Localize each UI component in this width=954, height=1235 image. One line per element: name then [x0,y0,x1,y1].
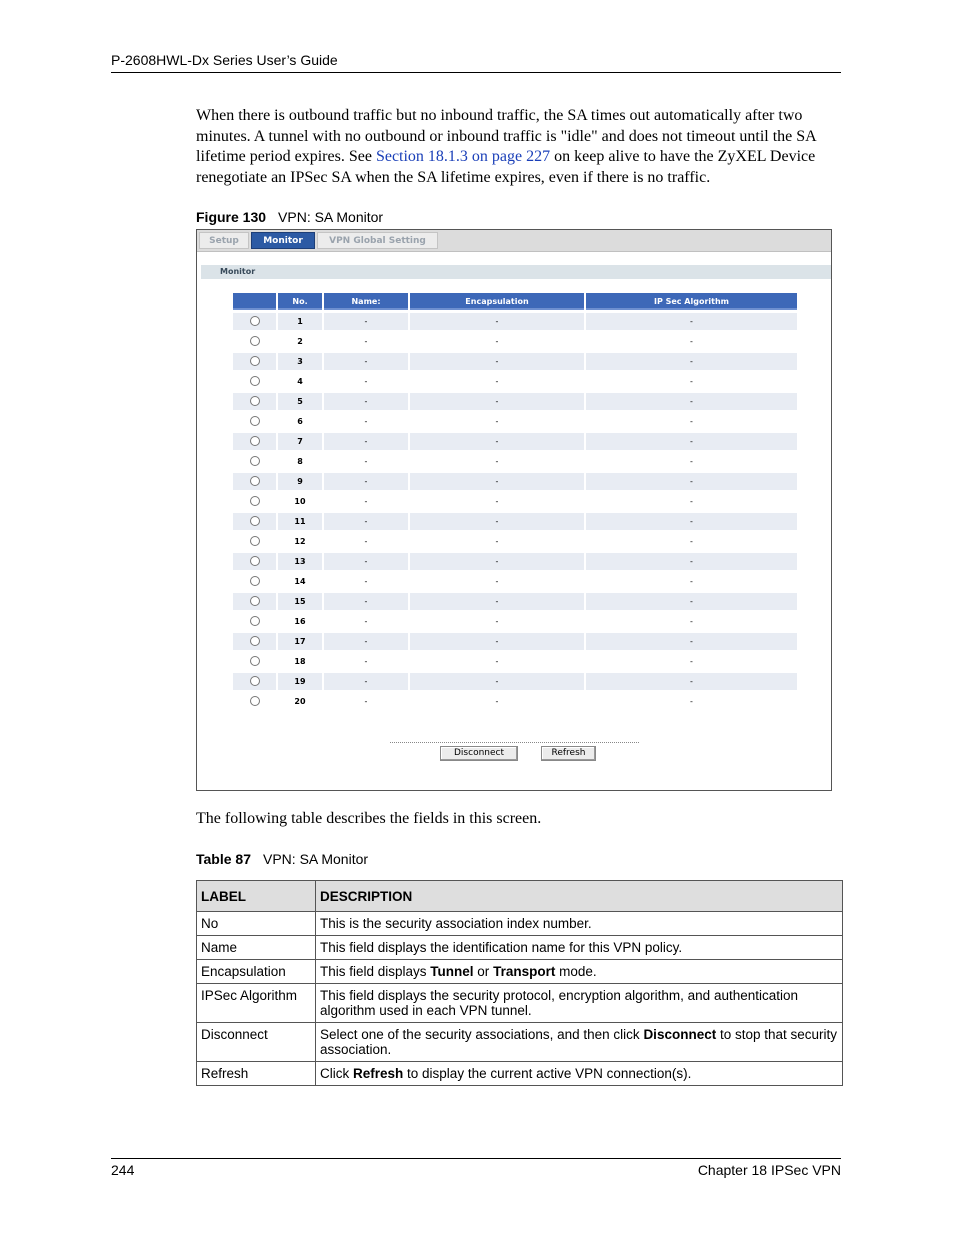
table-row [233,533,797,550]
figure-label: Figure 130 [196,209,267,225]
description-row [197,960,843,984]
description-row [197,984,843,1023]
sa-monitor-screenshot [196,229,832,791]
row-encapsulation: - [410,593,584,610]
select-radio[interactable] [250,316,260,326]
col-header-no: No. [278,293,322,310]
disconnect-button[interactable]: Disconnect [440,746,518,761]
row-ipsec-algorithm: - [586,333,797,350]
select-cell [233,353,276,370]
select-cell [233,313,276,330]
row-ipsec-algorithm: - [586,673,797,690]
row-name: - [324,633,408,650]
row-name: - [324,393,408,410]
select-cell [233,613,276,630]
field-description [316,1062,843,1086]
row-no: 20 [278,693,322,710]
row-ipsec-algorithm: - [586,493,797,510]
row-ipsec-algorithm: - [586,633,797,650]
description-bold-term: Refresh [353,1066,404,1081]
table-row [233,413,797,430]
row-ipsec-algorithm: - [586,613,797,630]
select-radio[interactable] [250,416,260,426]
row-name: - [324,593,408,610]
field-label: Encapsulation [197,960,316,984]
select-radio[interactable] [250,396,260,406]
row-ipsec-algorithm: - [586,393,797,410]
select-radio[interactable] [250,656,260,666]
col-header-name: Name: [324,293,408,310]
row-name: - [324,493,408,510]
field-description [316,1023,843,1062]
select-cell [233,333,276,350]
row-no: 17 [278,633,322,650]
select-cell [233,413,276,430]
section-title-bar: Monitor [201,265,831,279]
row-encapsulation: - [410,393,584,410]
row-no: 6 [278,413,322,430]
running-header-title: P-2608HWL-Dx Series User’s Guide [111,52,338,68]
row-name: - [324,473,408,490]
field-label: Name [197,936,316,960]
row-name: - [324,353,408,370]
table-row [233,633,797,650]
row-no: 14 [278,573,322,590]
row-encapsulation: - [410,333,584,350]
select-cell [233,373,276,390]
figure-title: VPN: SA Monitor [278,209,384,225]
description-text: Click [320,1066,353,1081]
row-ipsec-algorithm: - [586,693,797,710]
description-row [197,1023,843,1062]
row-encapsulation: - [410,553,584,570]
select-radio[interactable] [250,516,260,526]
description-text: This field displays the security protocol, encryption algorithm, and authentication algorithm used in each VPN tunnel. [320,988,799,1018]
row-encapsulation: - [410,353,584,370]
select-cell [233,553,276,570]
field-description [316,960,843,984]
description-table [196,880,843,1086]
row-encapsulation: - [410,493,584,510]
row-encapsulation: - [410,433,584,450]
header-description: DESCRIPTION [316,881,843,912]
row-no: 12 [278,533,322,550]
figure-caption [196,209,383,225]
table-caption [196,851,368,867]
footer-rule [111,1158,841,1159]
row-no: 11 [278,513,322,530]
tab-bar [197,230,831,252]
row-ipsec-algorithm: - [586,553,797,570]
row-ipsec-algorithm: - [586,453,797,470]
row-ipsec-algorithm: - [586,573,797,590]
refresh-button[interactable]: Refresh [541,746,596,761]
row-encapsulation: - [410,473,584,490]
description-text: This field displays the identification name for this VPN policy. [320,940,683,955]
table-row [233,553,797,570]
row-no: 8 [278,453,322,470]
table-title: VPN: SA Monitor [263,851,369,867]
table-row [233,613,797,630]
table-row [233,593,797,610]
table-row [233,353,797,370]
row-ipsec-algorithm: - [586,313,797,330]
description-bold-term: Disconnect [643,1027,717,1042]
row-ipsec-algorithm: - [586,533,797,550]
table-row [233,673,797,690]
field-label: IPSec Algorithm [197,984,316,1023]
col-header-encapsulation: Encapsulation [410,293,584,310]
row-name: - [324,533,408,550]
description-text: to stop that security association. [320,1027,838,1057]
row-encapsulation: - [410,693,584,710]
select-radio[interactable] [250,576,260,586]
row-name: - [324,313,408,330]
table-row [233,453,797,470]
description-table-header [197,881,843,912]
select-cell [233,393,276,410]
header-rule [111,72,841,73]
row-no: 10 [278,493,322,510]
select-radio[interactable] [250,456,260,466]
select-radio[interactable] [250,336,260,346]
row-ipsec-algorithm: - [586,413,797,430]
row-no: 2 [278,333,322,350]
row-name: - [324,453,408,470]
row-name: - [324,613,408,630]
select-radio[interactable] [250,536,260,546]
page-number: 244 [111,1162,135,1178]
row-no: 13 [278,553,322,570]
select-cell [233,473,276,490]
row-no: 5 [278,393,322,410]
row-name: - [324,673,408,690]
row-no: 19 [278,673,322,690]
row-name: - [324,413,408,430]
row-no: 18 [278,653,322,670]
field-description [316,912,843,936]
select-radio[interactable] [250,676,260,686]
select-cell [233,593,276,610]
description-text: mode. [555,964,597,979]
row-ipsec-algorithm: - [586,353,797,370]
select-cell [233,653,276,670]
select-cell [233,573,276,590]
row-encapsulation: - [410,453,584,470]
tab-setup[interactable]: Setup [199,232,249,249]
description-text: This field displays [320,964,431,979]
header-label: LABEL [197,881,316,912]
table-row [233,393,797,410]
select-cell [233,693,276,710]
description-bold-term: Tunnel [430,964,474,979]
row-encapsulation: - [410,533,584,550]
col-header-ipsec-algorithm: IP Sec Algorithm [586,293,797,310]
description-text: or [473,964,494,979]
row-name: - [324,513,408,530]
field-label: Disconnect [197,1023,316,1062]
row-encapsulation: - [410,513,584,530]
row-no: 9 [278,473,322,490]
row-ipsec-algorithm: - [586,653,797,670]
field-description [316,936,843,960]
row-encapsulation: - [410,613,584,630]
row-encapsulation: - [410,633,584,650]
row-no: 4 [278,373,322,390]
row-no: 3 [278,353,322,370]
field-description [316,984,843,1023]
row-encapsulation: - [410,373,584,390]
intro-paragraph [196,106,842,188]
select-radio[interactable] [250,356,260,366]
select-radio[interactable] [250,596,260,606]
description-row [197,936,843,960]
description-bold-term: Transport [493,964,556,979]
field-label: No [197,912,316,936]
table-row [233,513,797,530]
row-ipsec-algorithm: - [586,593,797,610]
row-name: - [324,433,408,450]
select-cell [233,433,276,450]
table-row [233,693,797,710]
row-name: - [324,373,408,390]
intro-text-end: on keep alive to have the ZyXEL Device renegotiate an IPSec SA when the SA lifetime expires, even if there is no traffic. [196,148,816,186]
select-cell [233,533,276,550]
row-ipsec-algorithm: - [586,513,797,530]
row-ipsec-algorithm: - [586,433,797,450]
select-radio[interactable] [250,556,260,566]
row-encapsulation: - [410,313,584,330]
select-cell [233,633,276,650]
row-encapsulation: - [410,413,584,430]
select-radio[interactable] [250,616,260,626]
row-no: 16 [278,613,322,630]
select-cell [233,453,276,470]
table-row [233,373,797,390]
intro-text-start: When there is outbound traffic but no inbound traffic, the SA times out automatically after two minutes. A tunnel with no outbound or inbound traffic is "idle" and does not timeout until the SA lifetime period expires. See [196,107,816,165]
tab-vpn-global-setting[interactable]: VPN Global Setting [317,232,438,249]
description-text: This is the security association index number. [320,916,592,931]
table-label: Table 87 [196,851,251,867]
dotted-separator [390,742,639,743]
row-encapsulation: - [410,673,584,690]
table-row [233,433,797,450]
select-radio[interactable] [250,376,260,386]
select-radio[interactable] [250,496,260,506]
select-radio[interactable] [250,436,260,446]
table-row [233,573,797,590]
table-row [233,653,797,670]
row-encapsulation: - [410,653,584,670]
select-cell [233,673,276,690]
description-row [197,1062,843,1086]
select-cell [233,493,276,510]
row-name: - [324,653,408,670]
select-radio[interactable] [250,636,260,646]
row-ipsec-algorithm: - [586,373,797,390]
row-name: - [324,333,408,350]
select-cell [233,513,276,530]
select-radio[interactable] [250,476,260,486]
description-text: Select one of the security associations, and then click [320,1027,644,1042]
description-row [197,912,843,936]
section-link[interactable]: Section 18.1.3 on page 227 [375,148,551,165]
table-row [233,493,797,510]
select-radio[interactable] [250,696,260,706]
row-name: - [324,693,408,710]
row-no: 15 [278,593,322,610]
field-label: Refresh [197,1062,316,1086]
row-no: 7 [278,433,322,450]
row-ipsec-algorithm: - [586,473,797,490]
description-text: to display the current active VPN connection(s). [403,1066,692,1081]
row-name: - [324,553,408,570]
table-row [233,473,797,490]
col-header-select [233,293,276,310]
sa-table-header [233,293,797,310]
table-row [233,333,797,350]
tab-monitor[interactable]: Monitor [251,232,315,249]
table-row [233,313,797,330]
following-text: The following table describes the fields in this screen. [196,810,542,827]
row-no: 1 [278,313,322,330]
row-encapsulation: - [410,573,584,590]
row-name: - [324,573,408,590]
chapter-title: Chapter 18 IPSec VPN [697,1162,841,1178]
